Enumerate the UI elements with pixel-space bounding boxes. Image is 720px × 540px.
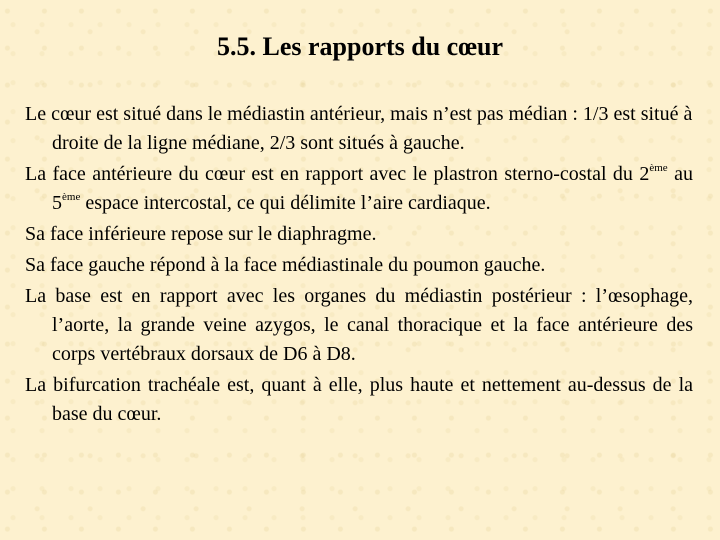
- anterior-face-text-b: au 5: [52, 163, 693, 214]
- anterior-face-text-c: espace intercostal, ce qui délimite l’aire cardiaque.: [80, 192, 491, 214]
- paragraph-base: La base est en rapport avec les organes du médiastin postérieur : l’œsophage, l’aorte, la grande veine azygos, le canal thoracique et la face antérieure des corps vertébraux dorsaux de D6 à D8.: [25, 285, 693, 365]
- paragraph-anterior-face: [25, 160, 693, 218]
- superscript-eme: ème: [649, 162, 668, 175]
- paragraph-position: Le cœur est situé dans le médiastin antérieur, mais n’est pas médian : 1/3 est situé à droite de la ligne médiane, 2/3 sont situés à gauche.: [25, 103, 693, 154]
- superscript-eme: ème: [62, 191, 81, 204]
- paragraph-left-face: Sa face gauche répond à la face médiastinale du poumon gauche.: [25, 254, 546, 276]
- paragraph-tracheal-bifurcation: La bifurcation trachéale est, quant à elle, plus haute et nettement au-dessus de la base du cœur.: [25, 374, 693, 425]
- slide-body: [25, 100, 693, 431]
- anterior-face-text-a: La face antérieure du cœur est en rapport avec le plastron sterno-costal du 2: [25, 163, 650, 185]
- slide-title: 5.5. Les rapports du cœur: [216, 32, 503, 61]
- paragraph-inferior-face: Sa face inférieure repose sur le diaphragme.: [25, 223, 377, 245]
